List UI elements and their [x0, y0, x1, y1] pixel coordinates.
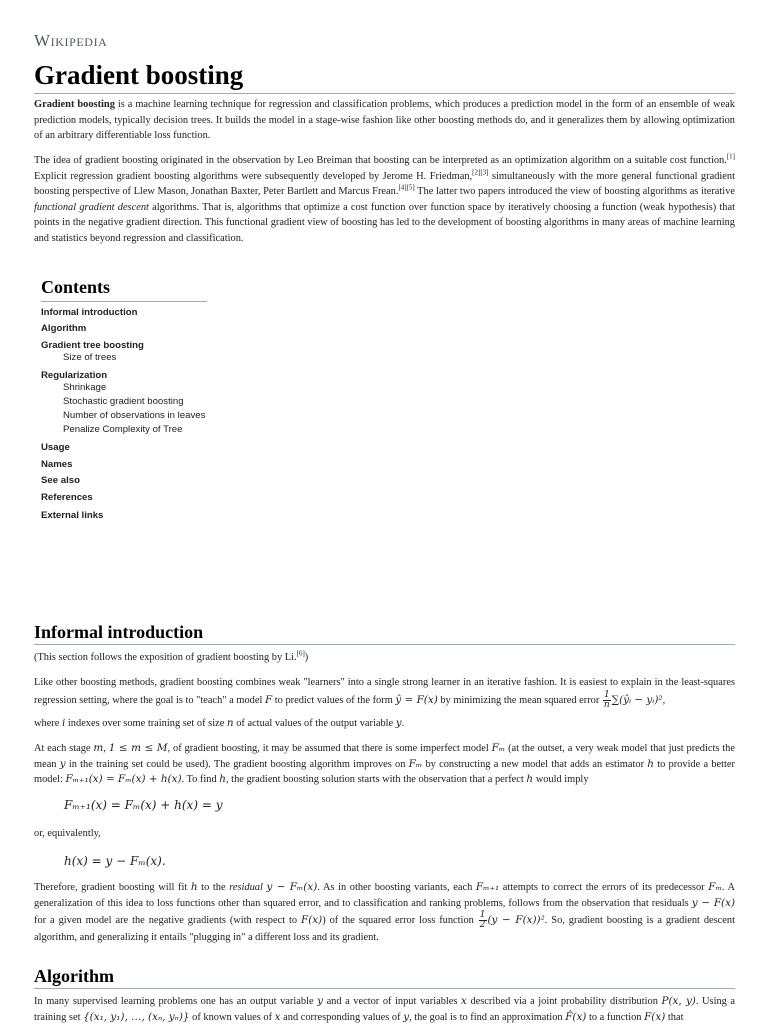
citation-link[interactable]: [2][3] — [472, 168, 489, 177]
text-run: simultaneously with the more general functional gradient boosting perspective of Llew Mason, Jonathan Baxter, Peter Bartlett and Marcus Frean. — [34, 170, 735, 197]
math-inline: h — [526, 773, 534, 785]
section-heading-algorithm: Algorithm — [34, 965, 735, 989]
informal-paragraph-2 — [34, 716, 735, 732]
text-run: by constructing a new model that adds an estimator — [422, 758, 648, 770]
page-title: Gradient boosting — [34, 58, 735, 94]
or-equivalently-text: or, equivalently, — [34, 828, 101, 839]
math-inline: n — [226, 717, 234, 729]
math-inline: y — [395, 717, 402, 729]
text-run: ) — [304, 652, 309, 663]
toc-item-algorithm[interactable]: Algorithm — [41, 323, 87, 334]
toc-item-stochastic-gradient-boosting[interactable]: Stochastic gradient boosting — [63, 396, 184, 407]
text-run: and corresponding values of — [280, 1011, 404, 1023]
math-inline: y — [59, 757, 66, 770]
toc-item-number-of-observations[interactable]: Number of observations in leaves — [63, 410, 206, 421]
text-run: . — [401, 718, 405, 729]
text-run: The idea of gradient boosting originated in the observation by Leo Breiman that boosting can be interpreted as an optimization algorithm on a suitable cost function. — [34, 155, 727, 166]
text-run: that — [665, 1011, 684, 1023]
informal-paragraph-3 — [34, 741, 735, 788]
text-run: , of gradient boosting, it may be assumed that there is some imperfect model — [167, 743, 492, 754]
text-run: to predict values of the form — [272, 694, 396, 706]
text-run: . A generalization of this idea to loss functions other than squared error, and to classification and ranking problems, follows from the observation that residuals — [34, 882, 735, 909]
math-inline: ∑(ŷᵢ − yᵢ)² — [611, 693, 663, 706]
algorithm-paragraph-1 — [34, 994, 735, 1025]
text-run: , the goal is to find an approximation — [409, 1011, 566, 1023]
toc-item-informal-introduction[interactable]: Informal introduction — [41, 307, 138, 318]
math-inline: Fₘ — [408, 757, 423, 770]
text-run: Therefore, gradient boosting will fit — [34, 882, 191, 893]
italic-term: functional gradient descent — [34, 201, 149, 213]
toc-item-references[interactable]: References — [41, 492, 93, 503]
display-equation-2: h(x) = y − Fₘ(x). — [64, 854, 166, 868]
math-inline: 1 ≤ m ≤ M — [108, 742, 168, 754]
text-run: would imply — [533, 774, 589, 785]
math-inline: F̂(x) — [565, 1010, 587, 1023]
informal-paragraph-1 — [34, 675, 735, 710]
math-inline: m — [93, 742, 104, 754]
math-inline: y − F(x) — [691, 896, 736, 909]
text-run: attempts to correct the errors of its predecessor — [499, 882, 709, 893]
text-run: described via a joint probability distribution — [466, 996, 662, 1007]
fraction-numerator: 1 — [603, 689, 610, 700]
math-inline: Fₘ — [491, 742, 506, 754]
section-hatnote — [34, 650, 735, 666]
toc-item-size-of-trees[interactable]: Size of trees — [63, 352, 117, 363]
text-run: algorithms. That is, algorithms that optimize a cost function over function space by iteratively choosing a function (weak hypothesis) that points in the negative gradient direction. This functional gradient view of boosting has led to the development of boosting algorithms in many areas of machine learning and statistics beyond regression and classification. — [34, 201, 735, 244]
text-run: (at the outset, a very weak model that just predicts the mean — [34, 743, 735, 770]
math-inline: F(x) — [644, 1010, 666, 1023]
math-inline: y — [403, 1010, 410, 1023]
math-inline: Fₘ₊₁(x) = Fₘ(x) + h(x) — [65, 773, 182, 785]
text-run: . Using a training set — [34, 996, 736, 1023]
math-inline: x — [274, 1010, 281, 1023]
toc-item-penalize-complexity[interactable]: Penalize Complexity of Tree — [63, 424, 183, 435]
text-run: . So, gradient boosting is a gradient descent algorithm, and generalizing it entails "plugging in" a different loss and its gradient. — [34, 914, 735, 943]
lead-paragraph-2 — [34, 153, 735, 246]
math-inline: h — [219, 773, 226, 785]
math-inline: {(x₁, y₁), …, (xₙ, yₙ)} — [83, 1010, 190, 1023]
toc-item-shrinkage[interactable]: Shrinkage — [63, 382, 107, 393]
toc-item-external-links[interactable]: External links — [41, 510, 104, 521]
table-of-contents — [41, 276, 211, 521]
lead-p1-text: is a machine learning technique for regression and classification problems, which produces a prediction model in the form of an ensemble of weak prediction models, typically decision trees. It builds the model in a stage-wise fashion like other boosting methods do, and it generalizes them by allowing optimization of an arbitrary differentiable loss function. — [34, 99, 735, 141]
text-run: by minimizing the mean squared error — [437, 694, 602, 706]
math-inline: (y − F(x))² — [487, 913, 545, 926]
math-inline: y − Fₘ(x) — [266, 881, 318, 893]
math-inline: P(x, y) — [661, 995, 696, 1007]
lead-paragraph-1 — [34, 97, 735, 144]
toc-item-usage[interactable]: Usage — [41, 442, 70, 453]
math-inline: y — [317, 995, 324, 1007]
text-run: to the — [197, 882, 230, 893]
citation-link[interactable]: [1] — [726, 152, 735, 161]
math-inline: F(x) — [301, 913, 323, 926]
text-run: . To find — [181, 774, 220, 785]
text-run: of actual values of the output variable — [233, 718, 396, 729]
text-run: . As in other boosting variants, each — [317, 882, 476, 893]
wikipedia-wordmark[interactable]: Wikipedia — [34, 31, 108, 50]
toc-item-gradient-tree-boosting[interactable]: Gradient tree boosting — [41, 340, 144, 351]
text-run: and a vector of input variables — [323, 996, 462, 1007]
text-run: in the training set could be used). The gradient boosting algorithm improves on — [65, 758, 409, 770]
text-run: In many supervised learning problems one has an output variable — [34, 996, 318, 1007]
text-run: , — [662, 694, 666, 706]
text-run: ) of the squared error loss function — [322, 914, 478, 926]
toc-item-regularization[interactable]: Regularization — [41, 370, 108, 381]
math-fraction — [479, 911, 487, 930]
informal-paragraph-4 — [34, 880, 735, 946]
math-inline: h — [190, 881, 198, 893]
text-run: (This section follows the exposition of gradient boosting by Li. — [34, 652, 297, 663]
lead-term: Gradient boosting — [34, 99, 115, 110]
fraction-numerator: 1 — [479, 910, 486, 920]
display-equation-1: Fₘ₊₁(x) = Fₘ(x) + h(x) = y — [64, 798, 223, 812]
math-inline: F — [264, 693, 273, 706]
math-inline: x — [461, 995, 467, 1007]
citation-link[interactable]: [4][5] — [398, 183, 415, 192]
text-run: for a given model are the negative gradients (with respect to — [34, 914, 302, 926]
math-inline: ŷ = F(x) — [395, 693, 438, 706]
text-run: of known values of — [189, 1011, 275, 1023]
math-inline: Fₘ — [708, 881, 722, 893]
text-run: Explicit regression gradient boosting algorithms were subsequently developed by Jerome H. Friedman, — [34, 170, 473, 182]
toc-item-see-also[interactable]: See also — [41, 475, 80, 486]
citation-link[interactable]: [6] — [296, 649, 305, 658]
text-run: to provide a better model: — [34, 758, 735, 785]
text-run: , — [103, 743, 109, 754]
section-heading-informal-introduction: Informal introduction — [34, 621, 735, 645]
text-run: The latter two papers introduced the view of boosting algorithms as iterative — [414, 186, 735, 197]
fraction-denominator: 2 — [479, 920, 486, 930]
text-run: , the gradient boosting solution starts with the observation that a perfect — [225, 774, 527, 785]
italic-term: residual — [229, 882, 263, 893]
text-run: to a function — [586, 1011, 645, 1023]
math-inline: h — [647, 757, 654, 770]
toc-title: Contents — [41, 276, 207, 302]
text-run: where — [34, 718, 62, 729]
text-run: At each stage — [34, 743, 94, 754]
text-run: Like other boosting methods, gradient boosting combines weak "learners" into a single strong learner in an iterative fashion. It is easiest to explain in the least-squares regression setting, where the goal is to "teach" a model — [34, 677, 735, 706]
toc-item-names[interactable]: Names — [41, 459, 73, 470]
math-fraction — [603, 691, 611, 710]
text-run: indexes over some training set of size — [65, 718, 227, 729]
math-inline: Fₘ₊₁ — [475, 881, 500, 893]
fraction-denominator: n — [603, 699, 610, 710]
math-inline: i — [61, 717, 66, 729]
